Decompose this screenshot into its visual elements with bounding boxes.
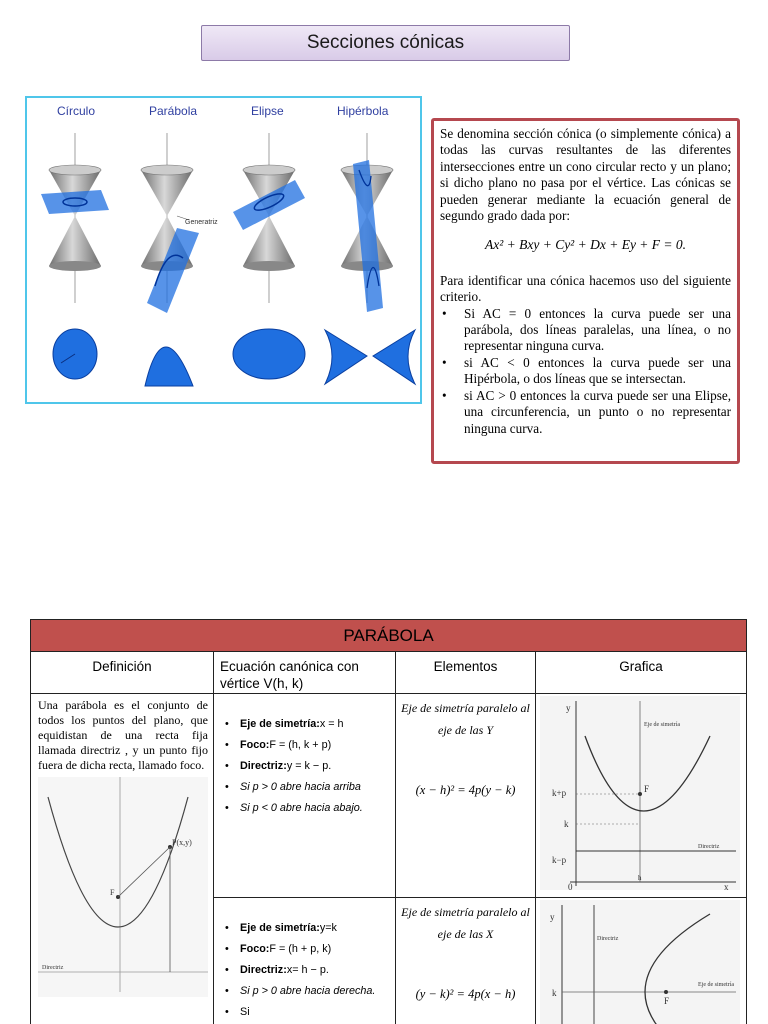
page-title: [201, 25, 570, 61]
element-item: • Si p < 0 abre hacia abajo.: [222, 798, 391, 819]
element-item: • Eje de simetría:y=k: [222, 918, 391, 939]
criterion-text: Para identificar una cónica hacemos uso del siguiente criterio.: [440, 272, 731, 305]
element-item: • Eje de simetría:x = h: [222, 714, 391, 735]
symmetry-axis-label: Eje de simetría: [698, 982, 734, 988]
element-item: • Directriz:y = k − p.: [222, 756, 391, 777]
k-label: k: [552, 988, 557, 998]
h-label: h: [638, 874, 642, 882]
canonical-equation: (x − h)² = 4p(y − k): [415, 783, 516, 797]
vertical-elements-cell: [214, 694, 396, 898]
section-shapes: [53, 329, 415, 386]
horizontal-elements-cell: [214, 898, 396, 1024]
element-item: • Directriz:x= h − p.: [222, 960, 391, 981]
focus-label: F: [110, 888, 115, 897]
point-label: P(x,y): [172, 838, 192, 847]
table-title: PARÁBOLA: [31, 620, 747, 652]
y-axis-label: y: [550, 912, 555, 922]
horizontal-axis-cell: [396, 898, 536, 1024]
criterion-item: • si AC < 0 entonces la curva puede ser una Hipérbola, o dos líneas que se intersectan.: [440, 355, 731, 388]
element-item: • Si p > 0 abre hacia derecha.: [222, 981, 391, 1002]
criterion-item: • si AC > 0 entonces la curva puede ser una Elipse, una circunferencia, un punto o no representar ninguna curva.: [440, 388, 731, 437]
label-circulo: Círculo: [57, 104, 96, 118]
page-title-text: Secciones cónicas: [306, 32, 465, 53]
vertical-graph-cell: [536, 694, 747, 898]
directrix-label: Directriz: [698, 844, 720, 850]
focus-label: F: [664, 996, 670, 1006]
generatriz-label: Generatriz: [185, 219, 218, 226]
cone-parabola: [141, 133, 218, 313]
label-parabola: Parábola: [149, 104, 198, 118]
criterion-list: [440, 306, 731, 437]
column-header: Grafica: [536, 652, 747, 694]
directrix-label: Directriz: [597, 936, 619, 942]
k-label: k: [564, 819, 569, 829]
column-header: Definición: [31, 652, 214, 694]
parabola-table: [30, 619, 747, 1024]
definition-cell: [31, 694, 214, 1024]
focus-label: F: [644, 784, 650, 794]
criterion-item: • Si AC = 0 entonces la curva puede ser una parábola, dos líneas paralelas, una línea, o no representar ninguna curva.: [440, 306, 731, 355]
origin-label: 0: [568, 882, 573, 890]
parabola-definition: Una parábola es el conjunto de todos los puntos del plano, que equidistan de una recta fija llamada directriz , y un punto fijo fuera de dicha recta, llamado foco.: [38, 698, 208, 772]
cone-circle: [41, 133, 109, 303]
symmetry-axis-label: Eje de simetría: [644, 722, 680, 728]
horizontal-graph-cell: [536, 898, 747, 1024]
x-axis-label: x: [724, 882, 729, 890]
km-label: k−p: [552, 855, 567, 865]
element-item: • Foco:F = (h, k + p): [222, 735, 391, 756]
cone-hyperbola: [341, 133, 393, 312]
canonical-equation: (y − k)² = 4p(x − h): [415, 987, 516, 1001]
definition-intro: Se denomina sección cónica (o simplemente cónica) a todas las curvas resultantes de las diferentes intersecciones entre un cono circular recto y un plano; si dicho plano no pasa por el vértice. Las cónicas se pueden generar mediante la ecuación general de segundo grado dada por:: [440, 126, 731, 224]
element-item: • Si: [222, 1002, 391, 1023]
horizontal-parabola-graph: [540, 900, 740, 1024]
element-item: • Foco:F = (h + p, k): [222, 939, 391, 960]
definition-graph: [38, 777, 208, 997]
vertical-axis-cell: [396, 694, 536, 898]
column-header: Elementos: [396, 652, 536, 694]
axis-description: Eje de simetría paralelo al eje de las X: [401, 905, 530, 941]
directrix-label: Directriz: [42, 965, 64, 971]
axis-description: Eje de simetría paralelo al eje de las Y: [401, 701, 530, 737]
kp-label: k+p: [552, 788, 567, 798]
conic-definition-box: [431, 118, 740, 464]
column-header: Ecuación canónica con vértice V(h, k): [214, 652, 396, 694]
label-hiperbola: Hipérbola: [337, 104, 389, 118]
y-axis-label: y: [566, 703, 571, 713]
cones-illustration: [27, 98, 420, 402]
label-elipse: Elipse: [251, 104, 284, 118]
element-item: • Si p > 0 abre hacia arriba: [222, 777, 391, 798]
vertical-parabola-graph: [540, 696, 740, 890]
general-equation: Ax² + Bxy + Cy² + Dx + Ey + F = 0.: [484, 237, 687, 253]
cone-ellipse: [233, 133, 305, 303]
conic-sections-figure: [25, 96, 422, 404]
